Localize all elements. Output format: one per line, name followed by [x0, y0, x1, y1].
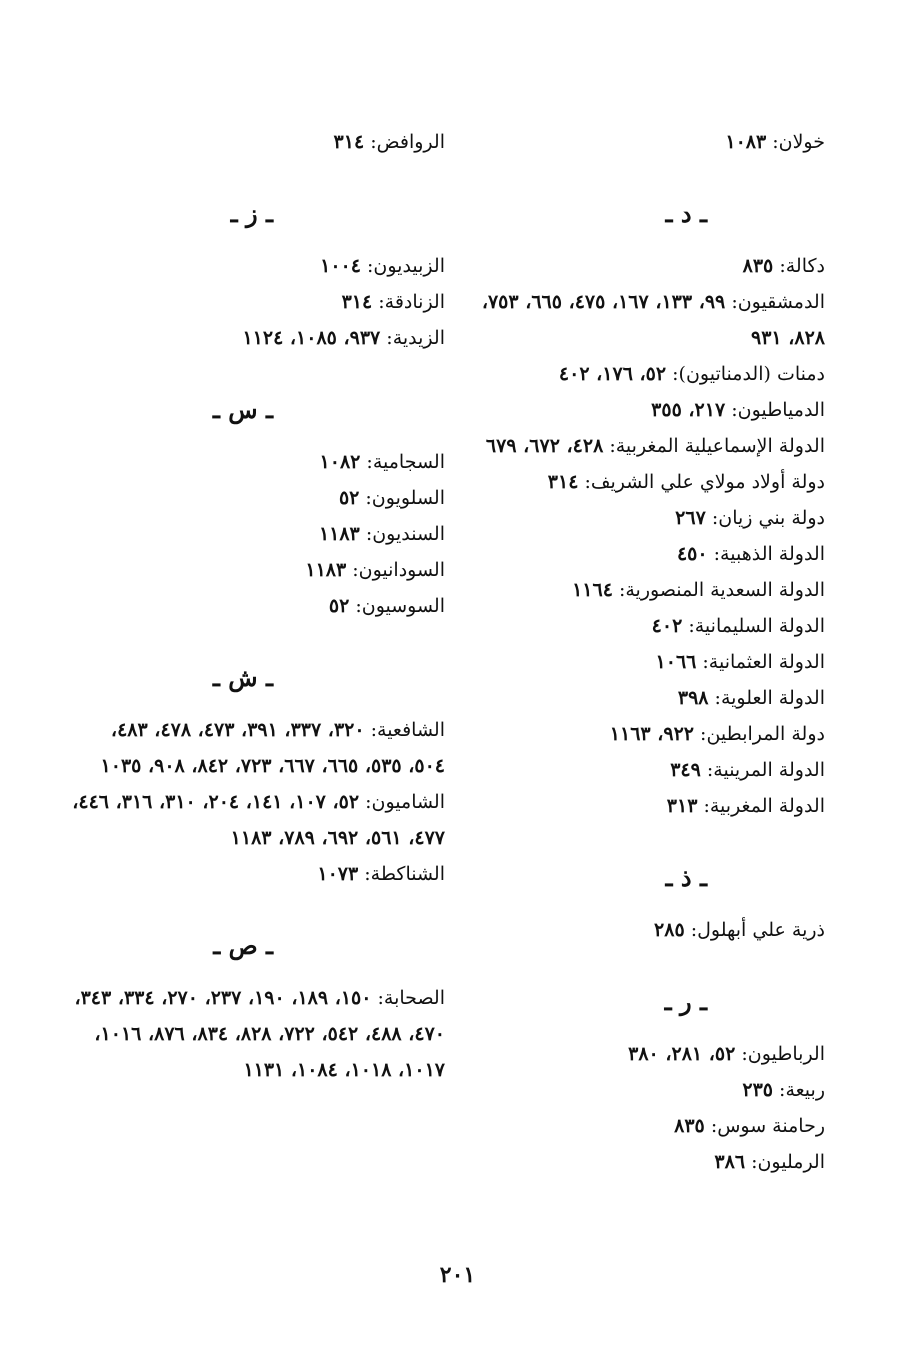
entry-page-refs: ٢٣٥ [742, 1079, 773, 1101]
index-entry [465, 464, 825, 500]
index-entry [70, 856, 445, 892]
entry-page-refs: ١٠٧٣ [317, 863, 359, 885]
index-entry [465, 680, 825, 716]
entry-term: الدولة المرينية: [706, 759, 825, 781]
index-entry [465, 644, 825, 680]
index-entry [70, 480, 445, 516]
entry-term: السلويون: [365, 487, 445, 509]
entry-term: السوسيون: [355, 595, 445, 617]
entry-page-refs: ٤٠٢ [651, 615, 683, 637]
entry-term: دولة بني زيان: [711, 507, 825, 529]
entry-page-refs: ١٠٠٤ [320, 255, 361, 277]
entry-page-refs: ٥٢، ١٧٦، ٤٠٢ [558, 363, 667, 385]
entry-page-refs: ٢٦٧ [675, 507, 706, 529]
page-number: ٢٠١ [439, 1262, 476, 1288]
entry-term: الشافعية: [370, 719, 445, 741]
entry-term: الدولة المغربية: [703, 795, 825, 817]
index-entry [70, 444, 445, 480]
index-entry [70, 124, 445, 160]
index-entry [465, 536, 825, 572]
entry-page-refs: ٩٩، ١٣٣، ١٦٧، ٤٧٥، ٦٦٥، ٧٥٣، ٨٢٨، ٩٣١ [481, 291, 825, 349]
entry-term: الدولة الذهبية: [713, 543, 825, 565]
entry-term: دكالة: [779, 255, 825, 277]
entry-page-refs: ٩٣٧، ١٠٨٥، ١١٢٤ [242, 327, 381, 349]
entry-page-refs: ٣٢٠، ٣٣٧، ٣٩١، ٤٧٣، ٤٧٨، ٤٨٣، ٥٠٤، ٥٣٥، ٦٦٥، ٦٦٧، ٧٢٣، ٨٤٢، ٩٠٨، ١٠٣٥ [100, 719, 445, 777]
index-entry [465, 1072, 825, 1108]
index-entry [465, 428, 825, 464]
entry-page-refs: ٣١٤ [341, 291, 373, 313]
index-entry [70, 248, 445, 284]
entry-page-refs: ٣٨٦ [714, 1151, 746, 1173]
entry-page-refs: ٣١٣ [666, 795, 698, 817]
entry-term: الدولة العلوية: [714, 687, 825, 709]
entry-page-refs: ٢٨٥ [654, 919, 685, 941]
index-entry [465, 1108, 825, 1144]
entry-page-refs: ٣١٤ [547, 471, 579, 493]
entry-term: الزبيديون: [366, 255, 445, 277]
letter-heading: ـ ز ـ [230, 199, 273, 228]
index-entry [70, 320, 445, 356]
right-column [465, 124, 825, 1180]
entry-page-refs: ١١٨٣ [305, 559, 347, 581]
index-entry [70, 588, 445, 624]
entry-term: خولان: [772, 131, 825, 153]
index-entry [70, 980, 445, 1088]
entry-term: دمنات (الدمناتيون): [672, 363, 825, 385]
entry-term: الدمشقيون: [731, 291, 825, 313]
entry-page-refs: ٥٢ [338, 487, 360, 509]
entry-term: السنديون: [365, 523, 445, 545]
entry-term: الزنادقة: [378, 291, 445, 313]
entry-term: الدمياطيون: [731, 399, 825, 421]
index-entry [465, 608, 825, 644]
entry-term: ذرية علي أبهلول: [690, 919, 825, 941]
entry-page-refs: ٣١٤ [333, 131, 365, 153]
letter-heading: ـ ص ـ [213, 931, 273, 960]
entry-term: ربيعة: [779, 1079, 825, 1101]
index-entry [465, 356, 825, 392]
entry-term: السجامية: [366, 451, 445, 473]
entry-page-refs: ٢١٧، ٣٥٥ [651, 399, 726, 421]
entry-term: الدولة العثمانية: [702, 651, 825, 673]
index-entry [465, 500, 825, 536]
left-column [70, 124, 445, 1088]
entry-term: الصحابة: [377, 987, 445, 1009]
entry-page-refs: ٣٤٩ [670, 759, 701, 781]
entry-page-refs: ٥٢ [328, 595, 350, 617]
entry-page-refs: ٣٩٨ [677, 687, 709, 709]
entry-page-refs: ٨٣٥ [674, 1115, 705, 1137]
index-entry [70, 784, 445, 856]
entry-term: الرباطيون: [741, 1043, 825, 1065]
entry-page-refs: ١٠٦٦ [655, 651, 697, 673]
entry-page-refs: ١١٨٣ [318, 523, 360, 545]
entry-page-refs: ٥٢، ١٠٧، ١٤١، ٢٠٤، ٣١٠، ٣١٦، ٤٤٦، ٤٧٧، ٥٦١، ٦٩٢، ٧٨٩، ١١٨٣ [72, 791, 445, 849]
index-entry [465, 1036, 825, 1072]
index-entry [70, 552, 445, 588]
entry-term: الشناكطة: [364, 863, 445, 885]
letter-heading: ـ د ـ [665, 199, 707, 228]
entry-page-refs: ١٥٠، ١٨٩، ١٩٠، ٢٣٧، ٢٧٠، ٣٣٤، ٣٤٣، ٤٧٠، ٤٨٨، ٥٤٢، ٧٢٢، ٨٢٨، ٨٣٤، ٨٧٦، ١٠١٦، ١٠١٧، ١٠١٨، ١٠٨٤، ١١٣١ [74, 987, 445, 1081]
index-entry [465, 572, 825, 608]
entry-page-refs: ٤٥٠ [676, 543, 708, 565]
entry-page-refs: ٨٣٥ [742, 255, 774, 277]
entry-term: الروافض: [370, 131, 445, 153]
index-entry [70, 712, 445, 784]
letter-heading: ـ ش ـ [212, 663, 273, 692]
entry-page-refs: ٩٢٢، ١١٦٣ [609, 723, 694, 745]
index-entry [465, 788, 825, 824]
letter-heading: ـ س ـ [212, 395, 273, 424]
entry-term: الدولة الإسماعيلية المغربية: [609, 435, 825, 457]
entry-term: دولة أولاد مولاي علي الشريف: [584, 471, 825, 493]
entry-term: دولة المرابطين: [700, 723, 825, 745]
index-entry [465, 248, 825, 284]
letter-heading: ـ ذ ـ [665, 863, 707, 892]
entry-term: الزيدية: [386, 327, 445, 349]
entry-term: الدولة السعدية المنصورية: [618, 579, 825, 601]
entry-term: الرمليون: [751, 1151, 825, 1173]
entry-term: الدولة السليمانية: [688, 615, 825, 637]
entry-term: السودانيون: [352, 559, 445, 581]
entry-term: الشاميون: [365, 791, 445, 813]
index-entry [70, 516, 445, 552]
index-entry [465, 392, 825, 428]
entry-page-refs: ١٠٨٣ [725, 131, 767, 153]
index-entry [465, 124, 825, 160]
entry-page-refs: ٤٢٨، ٦٧٢، ٦٧٩ [485, 435, 604, 457]
index-entry [70, 284, 445, 320]
index-entry [465, 284, 825, 356]
entry-page-refs: ١١٦٤ [572, 579, 613, 601]
entry-page-refs: ٥٢، ٢٨١، ٣٨٠ [628, 1043, 736, 1065]
entry-page-refs: ١٠٨٢ [319, 451, 361, 473]
index-entry [465, 1144, 825, 1180]
index-entry [465, 716, 825, 752]
letter-heading: ـ ر ـ [664, 987, 707, 1016]
entry-term: رحامنة سوس: [710, 1115, 825, 1137]
index-entry [465, 912, 825, 948]
index-entry [465, 752, 825, 788]
